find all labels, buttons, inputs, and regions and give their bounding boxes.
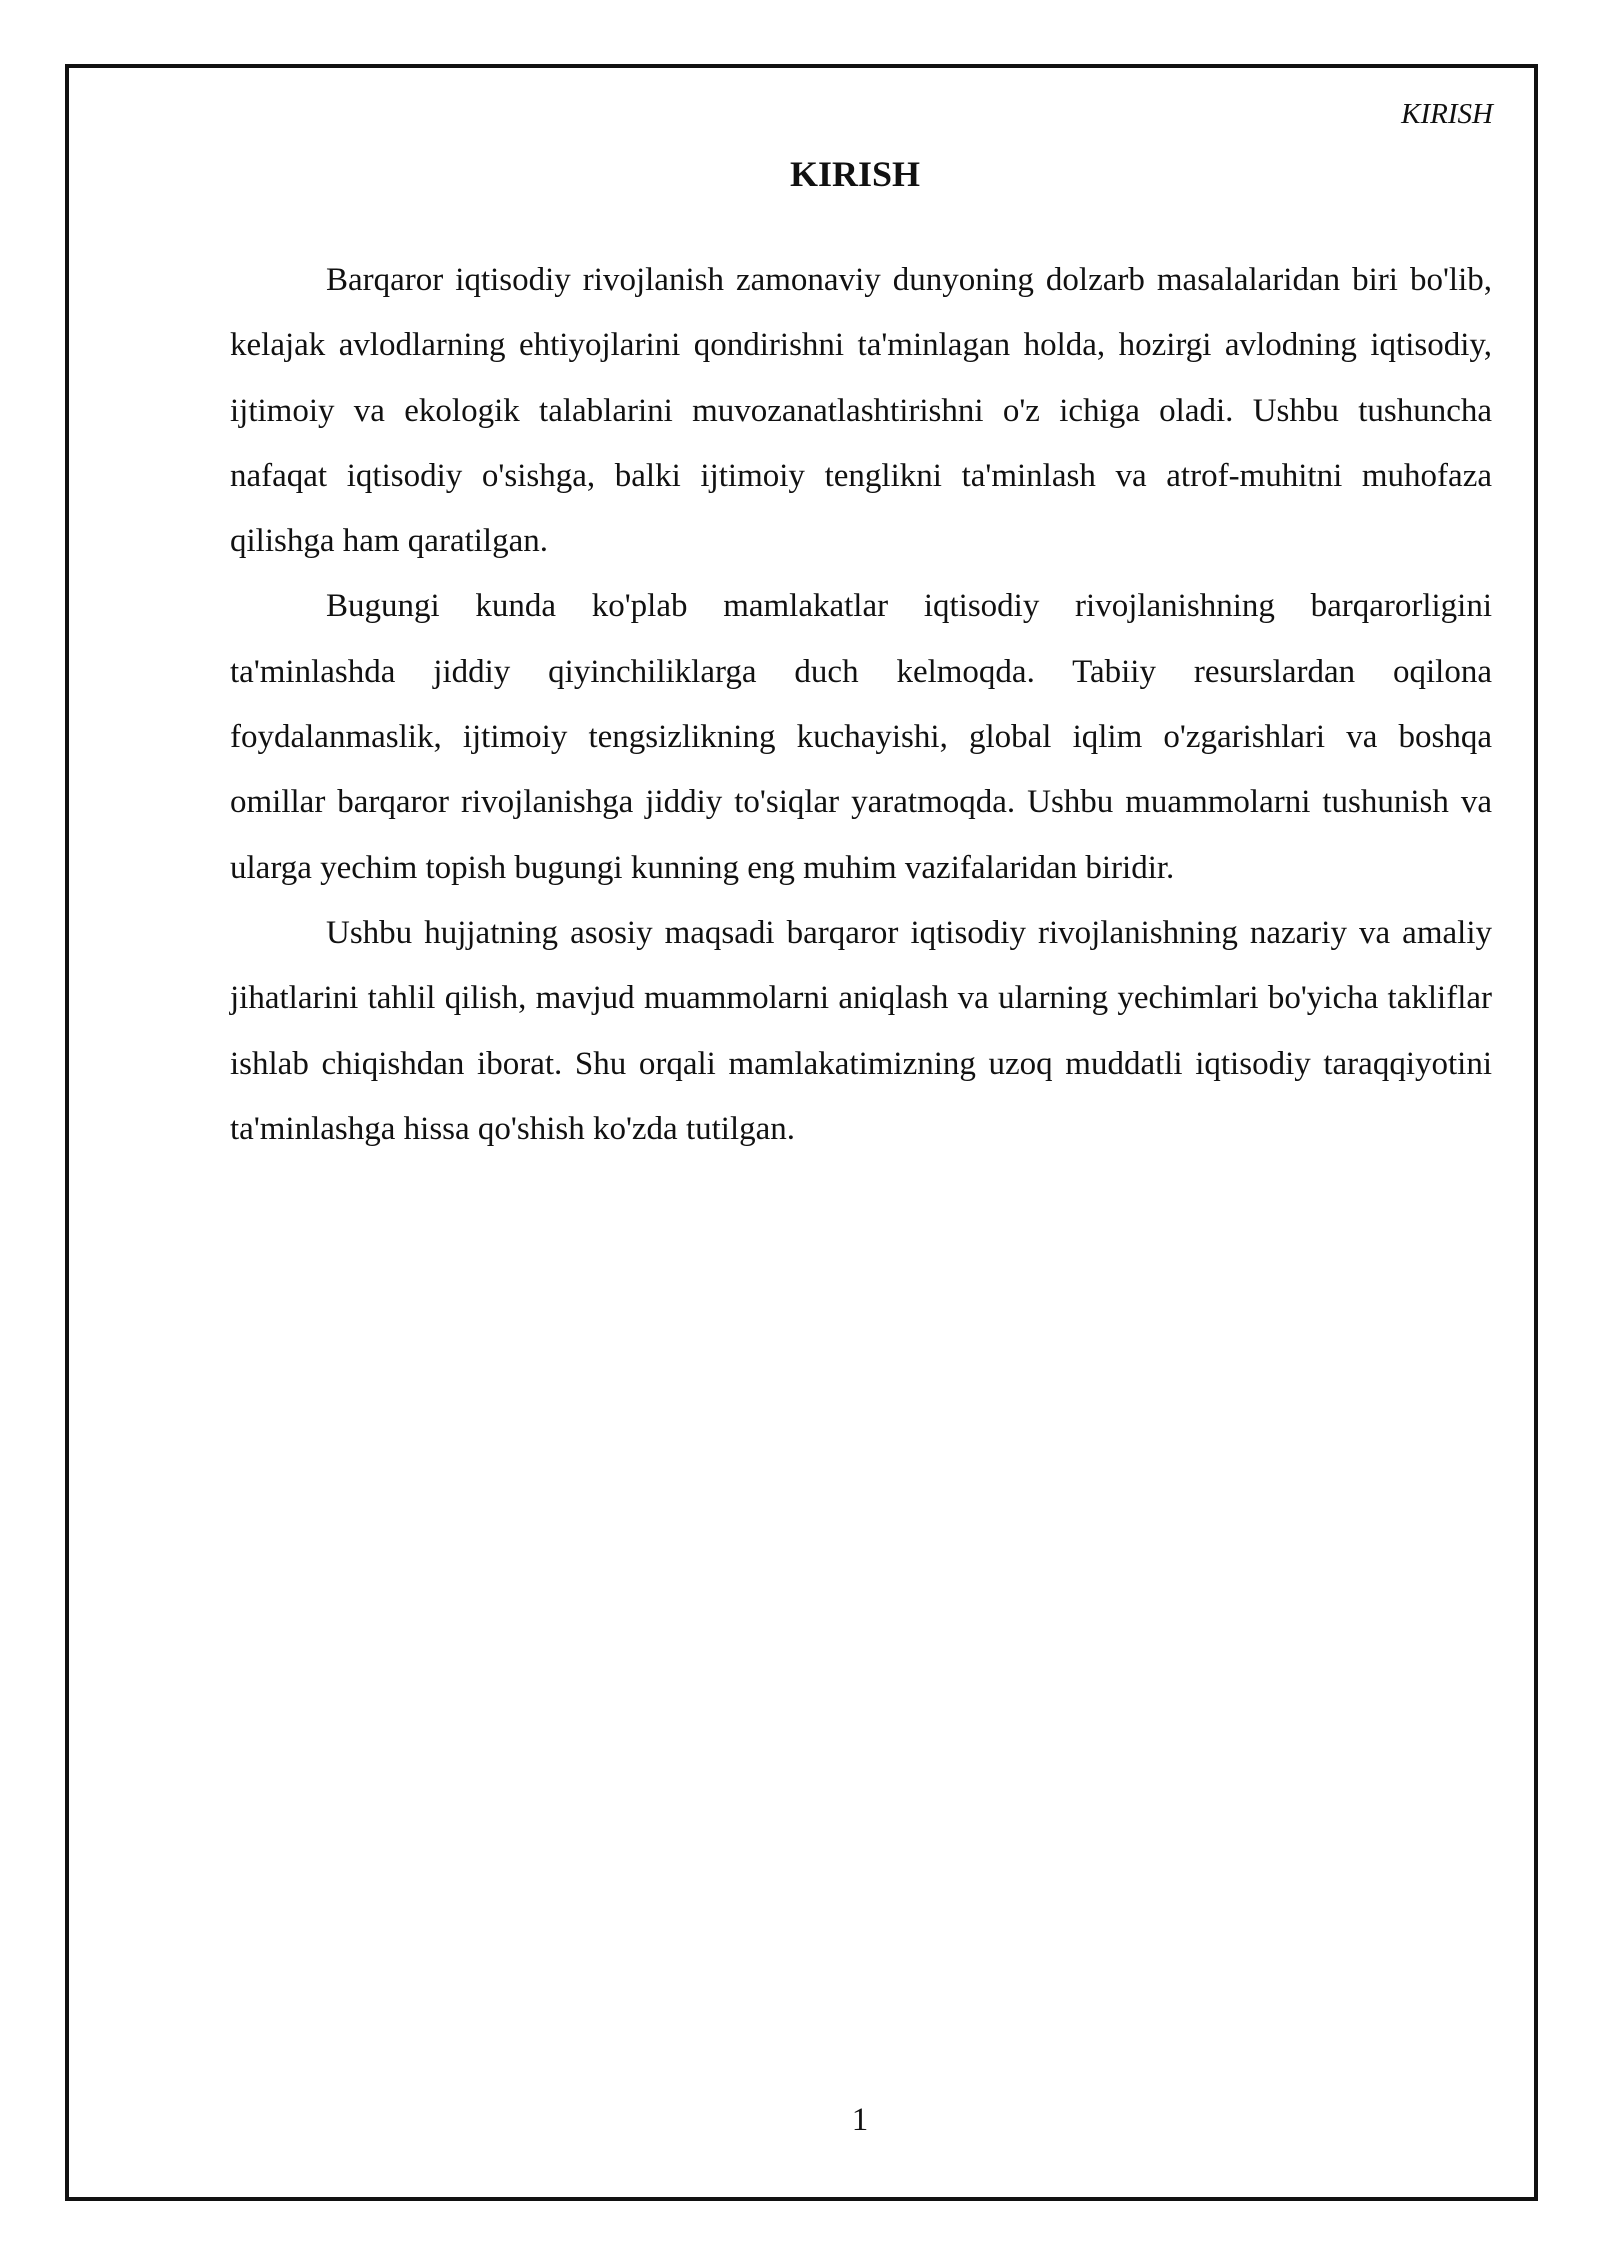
running-header: KIRISH <box>1401 98 1493 130</box>
paragraph-1: Barqaror iqtisodiy rivojlanish zamonaviy dunyoning dolzarb masalalaridan biri bo'lib, kelajak avlodlarning ehtiyojlarini qondirishni ta'minlagan holda, hozirgi avlodning iqtisodiy, ijtimoiy va ekologik talablarini muvozanatlashtirishni o'z ichiga oladi. Ushbu tushuncha nafaqat iqtisodiy o'sishga, balki ijtimoiy tenglikni ta'minlash va atrof-muhitni muhofaza qilishga ham qaratilgan. <box>230 262 1492 560</box>
page-number: 1 <box>851 2102 869 2138</box>
paragraph-2: Bugungi kunda ko'plab mamlakatlar iqtisodiy rivojlanishning barqarorligini ta'minlashda jiddiy qiyinchiliklarga duch kelmoqda. Tabiiy resurslardan oqilona foydalanmaslik, ijtimoiy tengsizlikning kuchayishi, global iqlim o'zgarishlari va boshqa omillar barqaror rivojlanishga jiddiy to'siqlar yaratmoqda. Ushbu muammolarni tushunish va ularga yechim topish bugungi kunning eng muhim vazifalaridan biridir. <box>230 588 1492 886</box>
page-title: KIRISH <box>789 154 921 194</box>
body-text <box>230 248 1492 1162</box>
paragraph-3: Ushbu hujjatning asosiy maqsadi barqaror iqtisodiy rivojlanishning nazariy va amaliy jihatlarini tahlil qilish, mavjud muammolarni aniqlash va ularning yechimlari bo'yicha takliflar ishlab chiqishdan iborat. Shu orqali mamlakatimizning uzoq muddatli iqtisodiy taraqqiyotini ta'minlashga hissa qo'shish ko'zda tutilgan. <box>230 914 1492 1147</box>
